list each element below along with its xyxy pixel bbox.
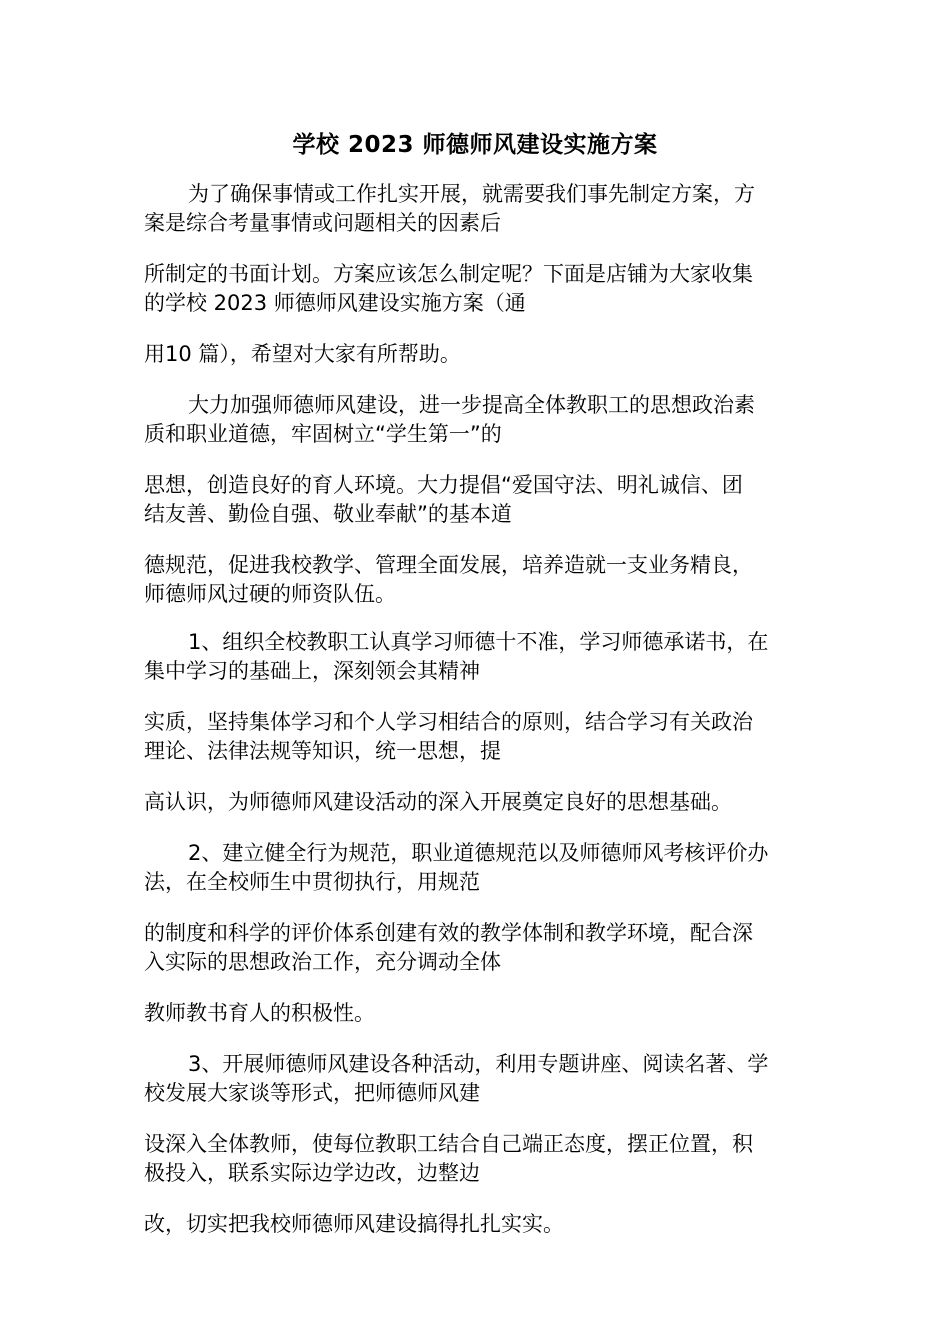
text-line: 校发展大家谈等形式，把师德师风建 [144, 1081, 480, 1105]
text-line: 集中学习的基础上，深刻领会其精神 [144, 659, 480, 683]
text-line: 理论、法律法规等知识，统一思想，提 [144, 739, 501, 763]
paragraph-item-2c [144, 999, 814, 1028]
document-title: 学校 2023 师德师风建设实施方案 [292, 132, 658, 158]
paragraph-goal-2 [144, 471, 814, 529]
document-body [144, 180, 814, 1239]
text-line: 的学校 2023 师德师风建设实施方案（通 [144, 291, 526, 315]
text-line: 质和职业道德，牢固树立“学生第一”的 [144, 422, 502, 446]
paragraph-goal-3 [144, 551, 814, 609]
text-line: 入实际的思想政治工作，充分调动全体 [144, 950, 501, 974]
text-line: 极投入，联系实际边学边改，边整边 [144, 1161, 480, 1185]
text-line: 法，在全校师生中贯彻执行，用规范 [144, 870, 480, 894]
paragraph-item-1a [144, 628, 814, 686]
paragraph-intro-2 [144, 260, 814, 318]
text-line: 设深入全体教师，使每位教职工结合自己端正态度，摆正位置，积 [144, 1132, 753, 1156]
text-line: 改，切实把我校师德师风建设搞得扎扎实实。 [144, 1212, 564, 1236]
text-line: 思想，创造良好的育人环境。大力提倡“爱国守法、明礼诚信、团 [144, 473, 743, 497]
paragraph-intro-1 [144, 180, 814, 238]
paragraph-item-1b [144, 708, 814, 766]
paragraph-item-2b [144, 919, 814, 977]
text-line: 师德师风过硬的师资队伍。 [144, 582, 396, 606]
paragraph-item-3c [144, 1210, 814, 1239]
text-line: 为了确保事情或工作扎实开展，就需要我们事先制定方案，方 [188, 182, 755, 206]
text-line: 用10 篇），希望对大家有所帮助。 [144, 342, 461, 366]
text-line: 所制定的书面计划。方案应该怎么制定呢？下面是店铺为大家收集 [144, 262, 753, 286]
text-line: 高认识，为师德师风建设活动的深入开展奠定良好的思想基础。 [144, 790, 732, 814]
text-line: 教师教书育人的积极性。 [144, 1001, 375, 1025]
text-line: 实质，坚持集体学习和个人学习相结合的原则，结合学习有关政治 [144, 710, 753, 734]
text-line: 3、开展师德师风建设各种活动，利用专题讲座、阅读名著、学 [188, 1052, 769, 1076]
paragraph-item-3b [144, 1130, 814, 1188]
paragraph-item-1c [144, 788, 814, 817]
text-line: 的制度和科学的评价体系创建有效的教学体制和教学环境，配合深 [144, 921, 753, 945]
text-line: 2、建立健全行为规范，职业道德规范以及师德师风考核评价办 [188, 841, 769, 865]
paragraph-goal-1 [144, 391, 814, 449]
text-line: 大力加强师德师风建设，进一步提高全体教职工的思想政治素 [188, 393, 755, 417]
paragraph-item-2a [144, 839, 814, 897]
text-line: 结友善、勤俭自强、敬业奉献”的基本道 [144, 502, 512, 526]
paragraph-intro-3 [144, 340, 814, 369]
text-line: 1、组织全校教职工认真学习师德十不准，学习师德承诺书，在 [188, 630, 769, 654]
text-line: 案是综合考量事情或问题相关的因素后 [144, 211, 501, 235]
text-line: 德规范，促进我校教学、管理全面发展，培养造就一支业务精良， [144, 553, 753, 577]
paragraph-item-3a [144, 1050, 814, 1108]
